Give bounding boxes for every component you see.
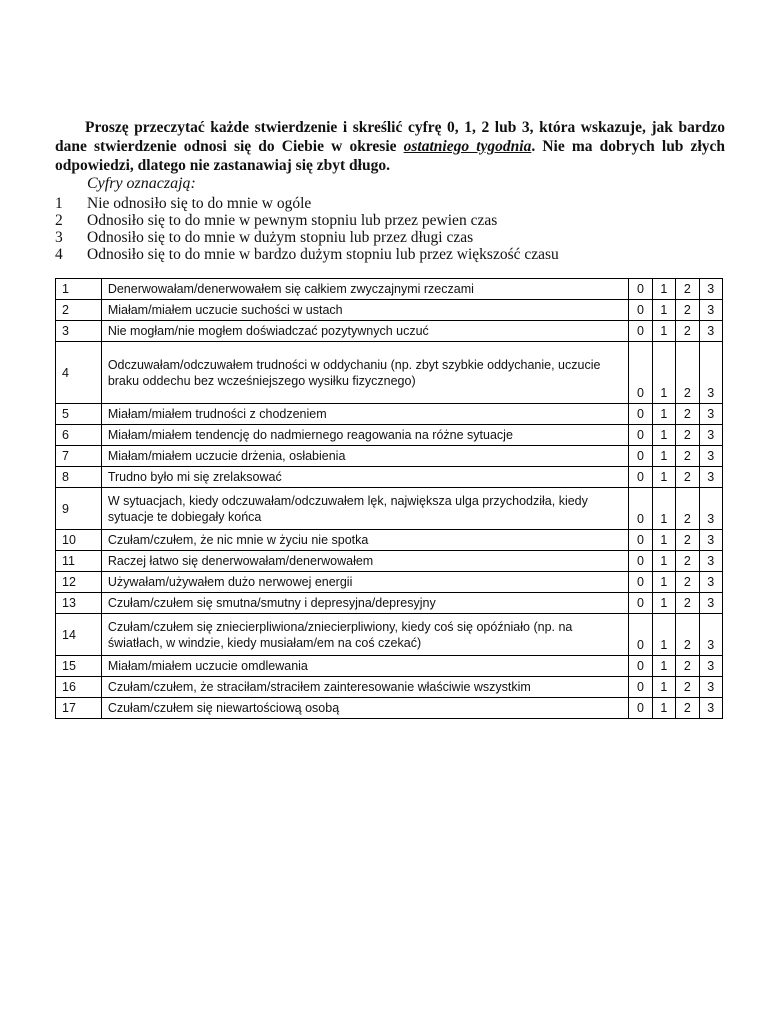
legend-item: [55, 195, 725, 212]
answer-option-0[interactable]: 0: [629, 425, 652, 446]
answer-option-2[interactable]: 2: [676, 530, 699, 551]
answer-option-1[interactable]: 1: [652, 677, 675, 698]
answer-option-3[interactable]: 3: [699, 488, 722, 530]
answer-option-2[interactable]: 2: [676, 321, 699, 342]
row-number: 13: [56, 593, 102, 614]
legend-item-number: 1: [55, 195, 63, 212]
questionnaire-page: [55, 118, 725, 715]
answer-option-1[interactable]: 1: [652, 551, 675, 572]
answer-option-0[interactable]: 0: [629, 488, 652, 530]
instructions-text-b: . Nie ma dobrych lub złych odpowiedzi, dlatego nie zastanawiaj się zbyt długo.: [55, 138, 725, 174]
answer-option-2[interactable]: 2: [676, 488, 699, 530]
instructions: [55, 118, 725, 175]
answer-option-2[interactable]: 2: [676, 467, 699, 488]
table-row: [56, 279, 723, 300]
answer-option-1[interactable]: 1: [652, 572, 675, 593]
legend-list: [55, 195, 725, 263]
answer-option-1[interactable]: 1: [652, 300, 675, 321]
answer-option-1[interactable]: 1: [652, 467, 675, 488]
table-row: [56, 342, 723, 404]
answer-option-3[interactable]: 3: [699, 425, 722, 446]
statement-text: Raczej łatwo się denerwowałam/denerwowałem: [101, 551, 628, 572]
row-number: 3: [56, 321, 102, 342]
statement-text: Miałam/miałem tendencję do nadmiernego reagowania na różne sytuacje: [101, 425, 628, 446]
answer-option-2[interactable]: 2: [676, 677, 699, 698]
legend-item: [55, 229, 725, 246]
answer-option-1[interactable]: 1: [652, 614, 675, 656]
answer-option-0[interactable]: 0: [629, 446, 652, 467]
answer-option-3[interactable]: 3: [699, 279, 722, 300]
answer-option-0[interactable]: 0: [629, 551, 652, 572]
answer-option-2[interactable]: 2: [676, 551, 699, 572]
legend-item-text: Odnosiło się to do mnie w dużym stopniu lub przez długi czas: [87, 229, 474, 246]
row-number: 6: [56, 425, 102, 446]
answer-option-3[interactable]: 3: [699, 300, 722, 321]
answer-option-2[interactable]: 2: [676, 614, 699, 656]
legend-item-number: 3: [55, 229, 63, 246]
statement-text: Miałam/miałem uczucie omdlewania: [101, 656, 628, 677]
answer-option-2[interactable]: 2: [676, 300, 699, 321]
statement-text: W sytuacjach, kiedy odczuwałam/odczuwałem lęk, największa ulga przychodziła, kiedy sytuacje te dobiegały końca: [101, 488, 628, 530]
answer-option-3[interactable]: 3: [699, 404, 722, 425]
legend-item-number: 2: [55, 212, 63, 229]
answer-option-0[interactable]: 0: [629, 656, 652, 677]
answer-option-3[interactable]: 3: [699, 321, 722, 342]
legend-item-text: Odnosiło się to do mnie w pewnym stopniu lub przez pewien czas: [87, 212, 498, 229]
statement-text: Czułam/czułem, że nic mnie w życiu nie spotka: [101, 530, 628, 551]
answer-option-0[interactable]: 0: [629, 342, 652, 404]
table-row: [56, 698, 723, 719]
legend-item: [55, 212, 725, 229]
statement-text: Miałam/miałem uczucie suchości w ustach: [101, 300, 628, 321]
answer-option-2[interactable]: 2: [676, 342, 699, 404]
answer-option-3[interactable]: 3: [699, 342, 722, 404]
statement-text: Czułam/czułem się zniecierpliwiona/zniecierpliwiony, kiedy coś się opóźniało (np. na światłach, w windzie, kiedy musiałam/em na coś czekać): [101, 614, 628, 656]
answer-option-0[interactable]: 0: [629, 677, 652, 698]
legend-item-text: Nie odnosiło się to do mnie w ogóle: [87, 195, 312, 212]
answer-option-2[interactable]: 2: [676, 404, 699, 425]
answer-option-3[interactable]: 3: [699, 698, 722, 719]
row-number: 15: [56, 656, 102, 677]
table-row: [56, 530, 723, 551]
answer-option-2[interactable]: 2: [676, 593, 699, 614]
answer-option-1[interactable]: 1: [652, 321, 675, 342]
row-number: 4: [56, 342, 102, 404]
answer-option-2[interactable]: 2: [676, 279, 699, 300]
answer-option-0[interactable]: 0: [629, 404, 652, 425]
answer-option-3[interactable]: 3: [699, 656, 722, 677]
table-row: [56, 614, 723, 656]
answer-option-2[interactable]: 2: [676, 446, 699, 467]
table-row: [56, 551, 723, 572]
legend-item: [55, 246, 725, 263]
answer-option-2[interactable]: 2: [676, 656, 699, 677]
instructions-text-a: Proszę przeczytać każde stwierdzenie i skreślić cyfrę 0, 1, 2 lub 3, która wskazuje, jak bardzo dane stwierdzenie odnosi się do Ciebie w okresie: [55, 119, 725, 155]
row-number: 8: [56, 467, 102, 488]
answer-option-1[interactable]: 1: [652, 342, 675, 404]
table-row: [56, 446, 723, 467]
answer-option-0[interactable]: 0: [629, 698, 652, 719]
answer-option-0[interactable]: 0: [629, 321, 652, 342]
table-row: [56, 572, 723, 593]
statements-table: [55, 278, 723, 719]
answer-option-3[interactable]: 3: [699, 593, 722, 614]
row-number: 7: [56, 446, 102, 467]
answer-option-1[interactable]: 1: [652, 656, 675, 677]
row-number: 2: [56, 300, 102, 321]
statements-table-body: [56, 279, 723, 719]
answer-option-0[interactable]: 0: [629, 467, 652, 488]
table-row: [56, 593, 723, 614]
row-number: 10: [56, 530, 102, 551]
statement-text: Trudno było mi się zrelaksować: [101, 467, 628, 488]
row-number: 1: [56, 279, 102, 300]
answer-option-0[interactable]: 0: [629, 300, 652, 321]
statement-text: Nie mogłam/nie mogłem doświadczać pozytywnych uczuć: [101, 321, 628, 342]
answer-option-0[interactable]: 0: [629, 572, 652, 593]
answer-option-1[interactable]: 1: [652, 488, 675, 530]
answer-option-3[interactable]: 3: [699, 530, 722, 551]
row-number: 12: [56, 572, 102, 593]
row-number: 14: [56, 614, 102, 656]
answer-option-0[interactable]: 0: [629, 279, 652, 300]
answer-option-0[interactable]: 0: [629, 614, 652, 656]
row-number: 11: [56, 551, 102, 572]
legend-item-number: 4: [55, 246, 63, 263]
statement-text: Czułam/czułem się smutna/smutny i depresyjna/depresyjny: [101, 593, 628, 614]
answer-option-1[interactable]: 1: [652, 279, 675, 300]
answer-option-3[interactable]: 3: [699, 446, 722, 467]
row-number: 9: [56, 488, 102, 530]
row-number: 5: [56, 404, 102, 425]
table-row: [56, 677, 723, 698]
legend-title: Cyfry oznaczają:: [87, 175, 196, 192]
statement-text: Odczuwałam/odczuwałem trudności w oddychaniu (np. zbyt szybkie oddychanie, uczucie braku oddechu bez wcześniejszego wysiłku fizycznego): [101, 342, 628, 404]
answer-option-1[interactable]: 1: [652, 593, 675, 614]
answer-option-1[interactable]: 1: [652, 425, 675, 446]
answer-option-3[interactable]: 3: [699, 614, 722, 656]
statement-text: Miałam/miałem uczucie drżenia, osłabienia: [101, 446, 628, 467]
table-row: [56, 300, 723, 321]
answer-option-3[interactable]: 3: [699, 467, 722, 488]
statement-text: Denerwowałam/denerwowałem się całkiem zwyczajnymi rzeczami: [101, 279, 628, 300]
answer-option-3[interactable]: 3: [699, 551, 722, 572]
table-row: [56, 321, 723, 342]
instructions-emphasis: ostatniego tygodnia: [403, 138, 532, 155]
table-row: [56, 488, 723, 530]
answer-option-2[interactable]: 2: [676, 698, 699, 719]
answer-option-2[interactable]: 2: [676, 572, 699, 593]
statement-text: Używałam/używałem dużo nerwowej energii: [101, 572, 628, 593]
answer-option-0[interactable]: 0: [629, 593, 652, 614]
answer-option-1[interactable]: 1: [652, 530, 675, 551]
statement-text: Czułam/czułem się niewartościową osobą: [101, 698, 628, 719]
table-row: [56, 425, 723, 446]
answer-option-2[interactable]: 2: [676, 425, 699, 446]
table-row: [56, 656, 723, 677]
table-row: [56, 404, 723, 425]
answer-option-1[interactable]: 1: [652, 698, 675, 719]
row-number: 17: [56, 698, 102, 719]
answer-option-3[interactable]: 3: [699, 572, 722, 593]
answer-option-0[interactable]: 0: [629, 530, 652, 551]
answer-option-3[interactable]: 3: [699, 677, 722, 698]
table-row: [56, 467, 723, 488]
answer-option-1[interactable]: 1: [652, 404, 675, 425]
answer-option-1[interactable]: 1: [652, 446, 675, 467]
statement-text: Miałam/miałem trudności z chodzeniem: [101, 404, 628, 425]
row-number: 16: [56, 677, 102, 698]
statement-text: Czułam/czułem, że straciłam/straciłem zainteresowanie właściwie wszystkim: [101, 677, 628, 698]
legend-item-text: Odnosiło się to do mnie w bardzo dużym stopniu lub przez większość czasu: [87, 246, 559, 263]
